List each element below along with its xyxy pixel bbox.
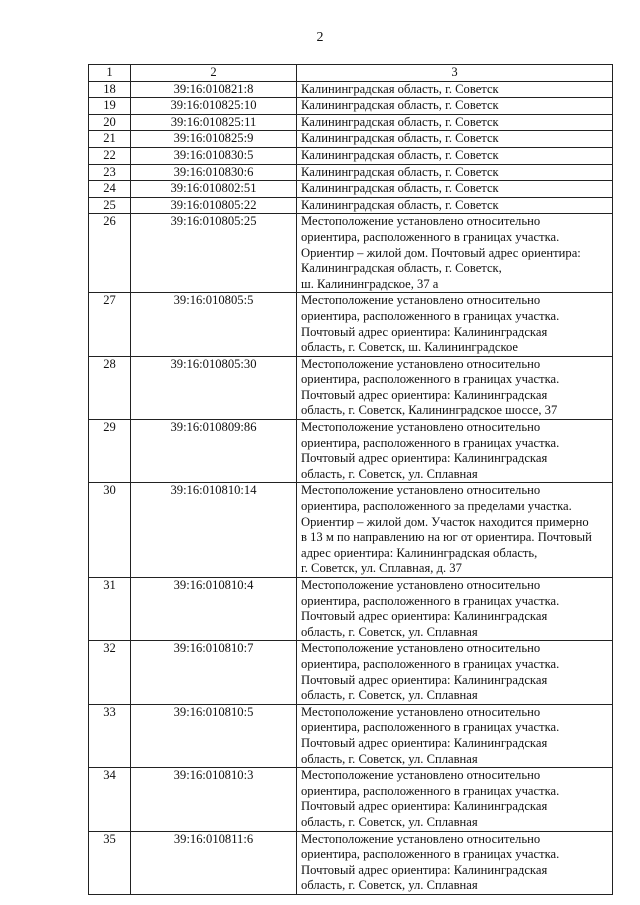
location-description	[297, 164, 613, 181]
cadastral-number: 39:16:010810:7	[131, 641, 297, 704]
table-row	[89, 164, 613, 181]
location-line: Почтовый адрес ориентира: Калининградская	[301, 862, 548, 877]
cadastral-number: 39:16:010830:6	[131, 164, 297, 181]
row-number: 32	[89, 641, 131, 704]
table-row	[89, 147, 613, 164]
table-row	[89, 641, 613, 704]
row-number: 25	[89, 197, 131, 214]
location-line: Калининградская область, г. Советск	[301, 181, 499, 196]
table-row	[89, 81, 613, 98]
row-number: 27	[89, 293, 131, 356]
column-header-cadastral: 2	[131, 65, 297, 82]
location-line: Местоположение установлено относительно	[301, 768, 541, 783]
location-line: в 13 м по направлению на юг от ориентира. Почтовый	[301, 530, 592, 545]
location-line: Калининградская область, г. Советск	[301, 81, 499, 96]
land-plot-table	[88, 64, 613, 895]
row-number: 34	[89, 768, 131, 831]
location-description	[297, 578, 613, 641]
location-description	[297, 147, 613, 164]
location-description	[297, 81, 613, 98]
row-number: 19	[89, 98, 131, 115]
page-number: 2	[316, 30, 324, 45]
location-line: ориентира, расположенного в границах участка.	[301, 593, 560, 608]
row-number: 28	[89, 356, 131, 419]
location-line: Калининградская область, г. Советск	[301, 197, 499, 212]
cadastral-number: 39:16:010825:11	[131, 114, 297, 131]
table-row	[89, 831, 613, 894]
location-description	[297, 98, 613, 115]
table-row	[89, 114, 613, 131]
location-line: Местоположение установлено относительно	[301, 641, 541, 656]
location-line: область, г. Советск, Калининградское шоссе, 37	[301, 403, 558, 418]
location-line: г. Советск, ул. Сплавная, д. 37	[301, 561, 462, 576]
location-line: Местоположение установлено относительно	[301, 293, 541, 308]
location-line: Почтовый адрес ориентира: Калининградская	[301, 735, 548, 750]
cadastral-number: 39:16:010825:9	[131, 131, 297, 148]
location-line: Ориентир – жилой дом. Почтовый адрес ориентира:	[301, 245, 581, 260]
location-line: Почтовый адрес ориентира: Калининградская	[301, 387, 548, 402]
row-number: 18	[89, 81, 131, 98]
location-line: ориентира, расположенного в границах участка.	[301, 847, 560, 862]
location-description	[297, 420, 613, 483]
cadastral-number: 39:16:010805:25	[131, 214, 297, 293]
location-line: ориентира, расположенного в границах участка.	[301, 435, 560, 450]
cadastral-number: 39:16:010802:51	[131, 181, 297, 198]
table-row	[89, 131, 613, 148]
location-line: область, г. Советск, ул. Сплавная	[301, 751, 478, 766]
location-line: Калининградская область, г. Советск	[301, 164, 499, 179]
location-line: Местоположение установлено относительно	[301, 356, 541, 371]
location-line: Местоположение установлено относительно	[301, 704, 541, 719]
location-description	[297, 356, 613, 419]
cadastral-number: 39:16:010810:4	[131, 578, 297, 641]
cadastral-number: 39:16:010830:5	[131, 147, 297, 164]
location-description	[297, 131, 613, 148]
row-number: 20	[89, 114, 131, 131]
cadastral-number: 39:16:010825:10	[131, 98, 297, 115]
table-row	[89, 420, 613, 483]
location-line: Местоположение установлено относительно	[301, 578, 541, 592]
cadastral-number: 39:16:010805:5	[131, 293, 297, 356]
row-number: 35	[89, 831, 131, 894]
cadastral-number: 39:16:010805:22	[131, 197, 297, 214]
location-line: Местоположение установлено относительно	[301, 483, 541, 498]
location-line: область, г. Советск, ул. Сплавная	[301, 624, 478, 639]
cadastral-number: 39:16:010810:5	[131, 704, 297, 767]
location-line: ориентира, расположенного в границах участка.	[301, 783, 560, 798]
row-number: 33	[89, 704, 131, 767]
row-number: 26	[89, 214, 131, 293]
table-row	[89, 704, 613, 767]
location-line: Почтовый адрес ориентира: Калининградская	[301, 672, 548, 687]
location-line: ориентира, расположенного в границах участка.	[301, 372, 560, 387]
table-row	[89, 768, 613, 831]
row-number: 22	[89, 147, 131, 164]
location-line: ориентира, расположенного в границах участка.	[301, 720, 560, 735]
location-line: ориентира, расположенного в границах участка.	[301, 308, 560, 323]
location-line: Почтовый адрес ориентира: Калининградская	[301, 324, 548, 339]
cadastral-number: 39:16:010811:6	[131, 831, 297, 894]
table-row	[89, 293, 613, 356]
location-line: ориентира, расположенного в границах участка.	[301, 656, 560, 671]
location-line: Почтовый адрес ориентира: Калининградская	[301, 451, 548, 466]
table-row	[89, 356, 613, 419]
location-line: Почтовый адрес ориентира: Калининградская	[301, 609, 548, 624]
row-number: 23	[89, 164, 131, 181]
location-description	[297, 114, 613, 131]
table-row	[89, 98, 613, 115]
column-header-number: 1	[89, 65, 131, 82]
cadastral-number: 39:16:010821:8	[131, 81, 297, 98]
row-number: 24	[89, 181, 131, 198]
cadastral-number: 39:16:010809:86	[131, 420, 297, 483]
location-line: область, г. Советск, ул. Сплавная	[301, 878, 478, 893]
table-row	[89, 181, 613, 198]
cadastral-number: 39:16:010805:30	[131, 356, 297, 419]
location-line: область, г. Советск, ул. Сплавная	[301, 688, 478, 703]
location-line: область, г. Советск, ул. Сплавная	[301, 466, 478, 481]
location-description	[297, 293, 613, 356]
location-line: Почтовый адрес ориентира: Калининградская	[301, 799, 548, 814]
row-number: 30	[89, 483, 131, 578]
location-line: Калининградская область, г. Советск	[301, 131, 499, 146]
location-description	[297, 214, 613, 293]
table-header-row	[89, 65, 613, 82]
table-row	[89, 214, 613, 293]
location-line: ш. Калининградское, 37 а	[301, 276, 439, 291]
location-line: Местоположение установлено относительно	[301, 214, 541, 229]
cadastral-number: 39:16:010810:3	[131, 768, 297, 831]
location-line: ориентира, расположенного за пределами участка.	[301, 499, 572, 514]
location-line: ориентира, расположенного в границах участка.	[301, 229, 560, 244]
table-row	[89, 578, 613, 641]
column-header-address: 3	[297, 65, 613, 82]
row-number: 21	[89, 131, 131, 148]
cadastral-number: 39:16:010810:14	[131, 483, 297, 578]
location-line: Калининградская область, г. Советск	[301, 147, 499, 162]
location-description	[297, 704, 613, 767]
location-line: адрес ориентира: Калининградская область,	[301, 545, 538, 560]
location-line: Местоположение установлено относительно	[301, 420, 541, 435]
location-description	[297, 197, 613, 214]
location-description	[297, 768, 613, 831]
table-row	[89, 197, 613, 214]
location-line: Ориентир – жилой дом. Участок находится примерно	[301, 514, 589, 529]
location-description	[297, 181, 613, 198]
location-line: Калининградская область, г. Советск,	[301, 261, 502, 276]
table-row	[89, 483, 613, 578]
location-line: область, г. Советск, ул. Сплавная	[301, 814, 478, 829]
row-number: 29	[89, 420, 131, 483]
location-line: Калининградская область, г. Советск	[301, 114, 499, 129]
location-description	[297, 641, 613, 704]
row-number: 31	[89, 578, 131, 641]
location-line: Калининградская область, г. Советск	[301, 98, 499, 113]
location-description	[297, 831, 613, 894]
location-line: Местоположение установлено относительно	[301, 831, 541, 846]
location-description	[297, 483, 613, 578]
location-line: область, г. Советск, ш. Калининградское	[301, 340, 519, 355]
